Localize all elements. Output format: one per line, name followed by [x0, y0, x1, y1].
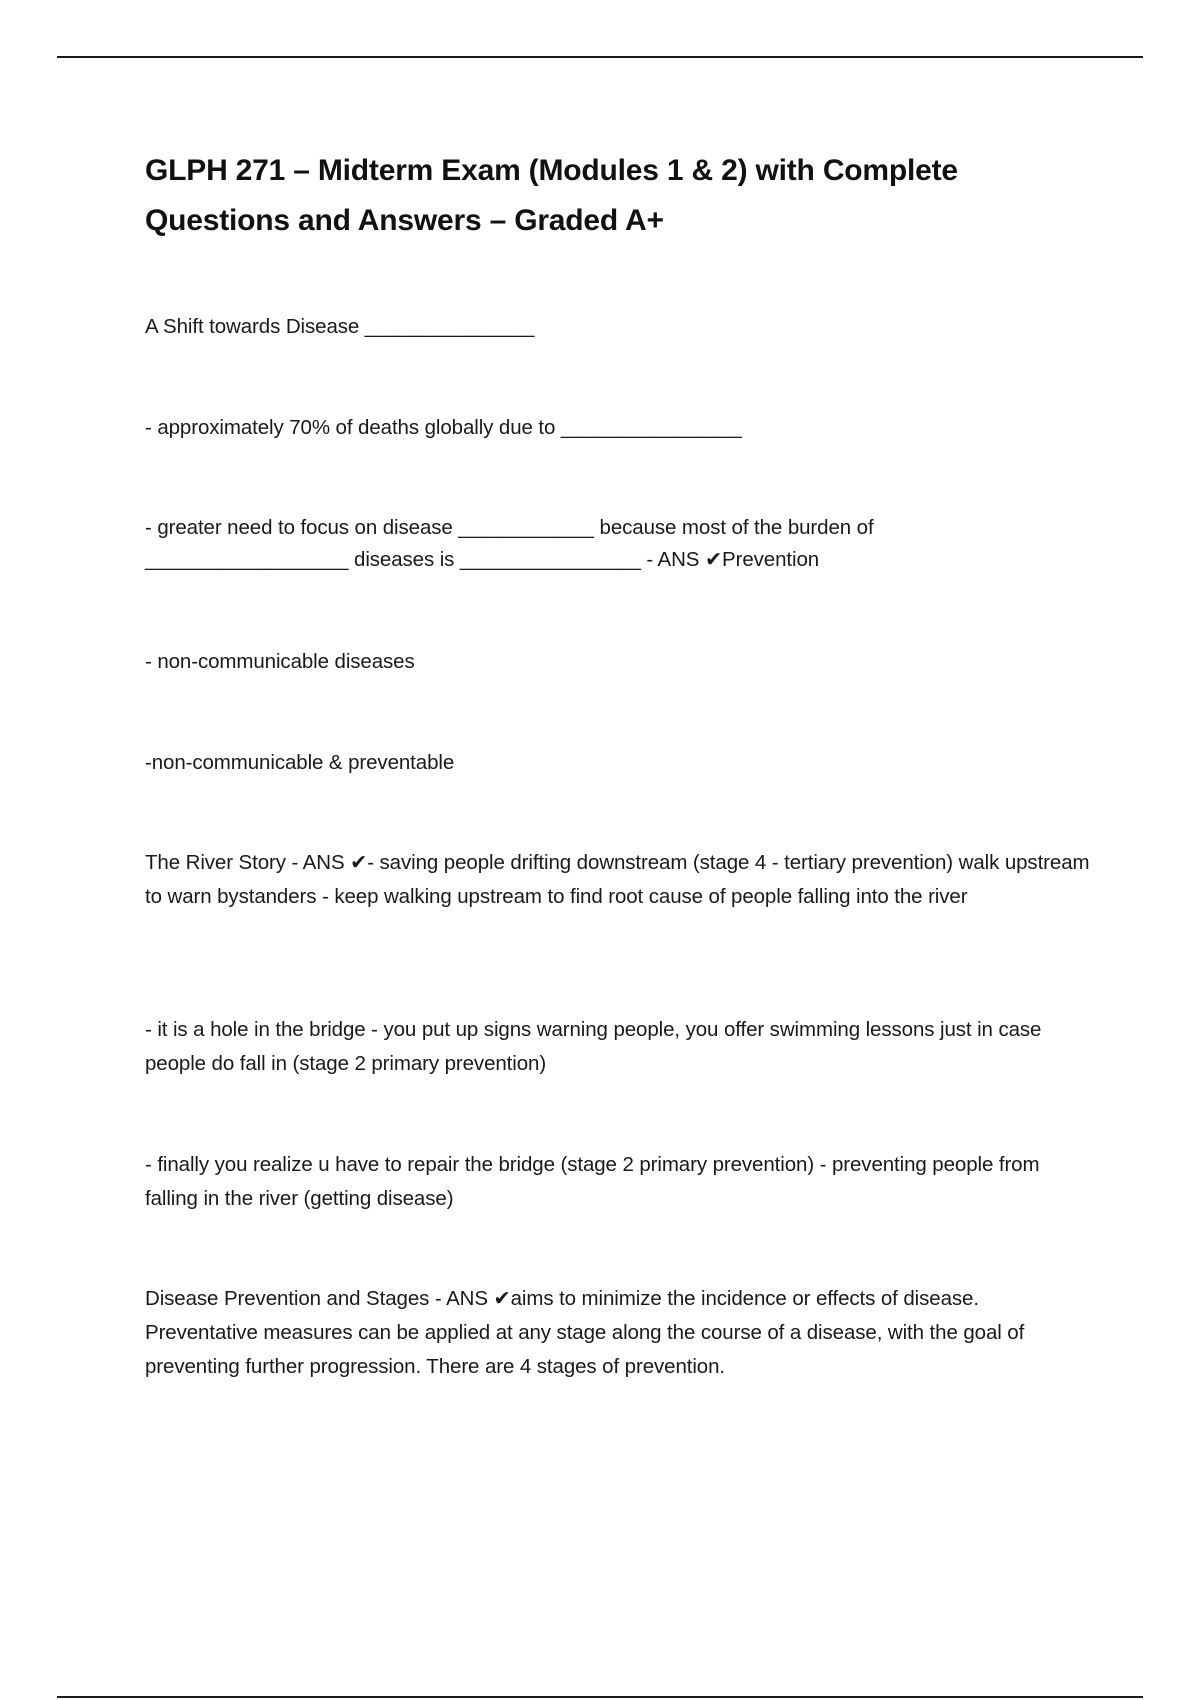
paragraph-non-communicable-preventable: -non-communicable & preventable — [145, 751, 455, 774]
bottom-rule — [57, 1696, 1143, 1698]
paragraph-river-story: The River Story - ANS ✔- saving people drifting downstream (stage 4 - tertiary prevention) walk upstream to warn bystanders - keep walking upstream to find root cause of people falling into the river — [145, 851, 1096, 908]
top-rule — [57, 56, 1143, 58]
paragraph-disease-prevention-stages: Disease Prevention and Stages - ANS ✔aims to minimize the incidence or effects of disease. Preventative measures can be applied at any stage along the course of a disease, with the goal of preventing further progression. There are 4 stages of prevention. — [145, 1287, 1030, 1378]
paragraph-deaths-globally: - approximately 70% of deaths globally due to ________________ — [145, 416, 742, 439]
paragraph-hole-in-bridge: - it is a hole in the bridge - you put up signs warning people, you offer swimming lessons just in case people do fall in (stage 2 primary prevention) — [145, 1018, 1047, 1075]
document-content — [145, 146, 1080, 246]
document-title: GLPH 271 – Midterm Exam (Modules 1 & 2) with Complete Questions and Answers – Graded A+ — [145, 154, 958, 237]
paragraph-non-communicable: - non-communicable diseases — [145, 650, 415, 673]
paragraph-focus-on-disease: - greater need to focus on disease ____________ because most of the burden of __________________ diseases is ________________ - ANS ✔Prevention — [145, 516, 880, 571]
paragraph-shift-towards-disease: A Shift towards Disease _______________ — [145, 315, 535, 338]
paragraph-repair-bridge: - finally you realize u have to repair the bridge (stage 2 primary prevention) - preventing people from falling in the river (getting disease) — [145, 1153, 1046, 1210]
